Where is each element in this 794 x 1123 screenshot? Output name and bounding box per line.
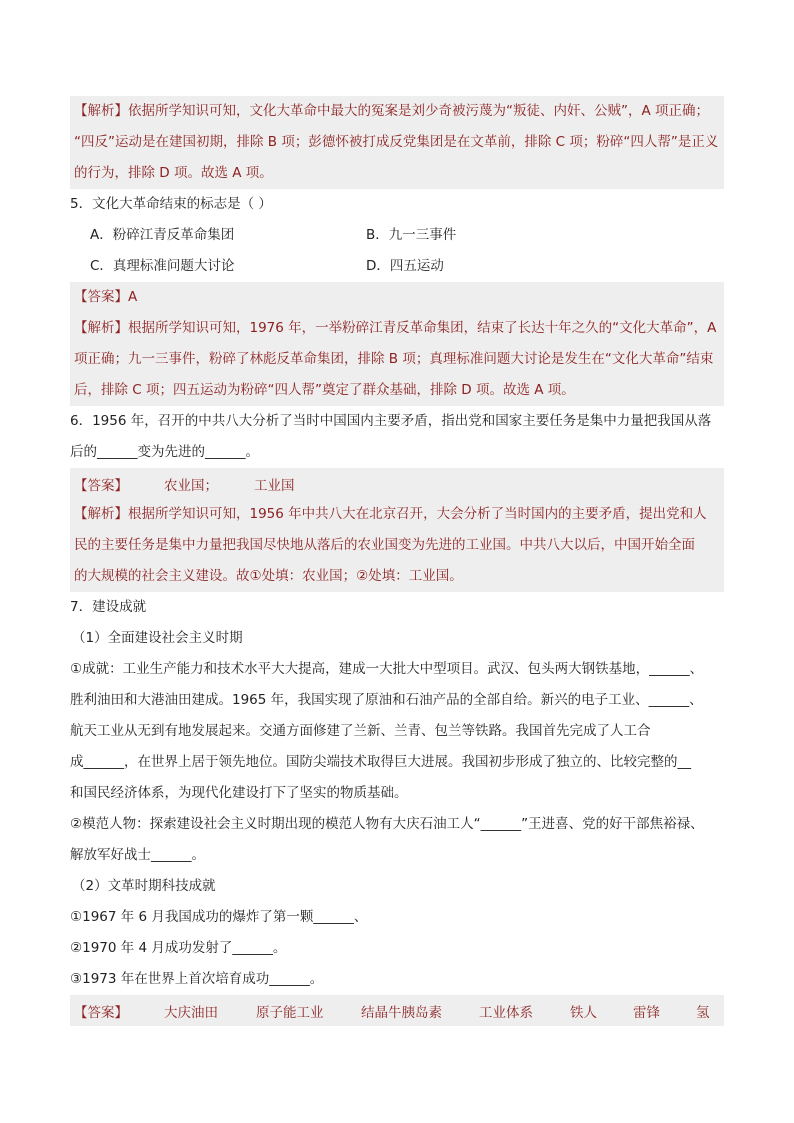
- q7-para-1-line-4: 成______，在世界上居于领先地位。国防尖端技术取得巨大进展。我国初步形成了独立的、比较完整的__: [70, 754, 691, 770]
- q6-stem-line-2: 后的______变为先进的______。: [70, 444, 259, 460]
- q5-options-row-1: [70, 220, 724, 251]
- q6-analysis-line-2: 民的主要任务是集中力量把我国尽快地从落后的农业国变为先进的工业国。中共八大以后，中国开始全面: [74, 537, 695, 553]
- q7-title: 7．建设成就: [70, 599, 147, 615]
- q6-answer-box: [70, 468, 724, 592]
- q6-answer-1: 农业国；: [164, 477, 218, 494]
- q7-subheading-2: （2）文革时期科技成就: [72, 878, 216, 894]
- q7-answer-7: 氢: [696, 1004, 710, 1021]
- q7-answer-row: [70, 995, 724, 1026]
- q7-answer-6: 雷锋: [633, 1004, 660, 1021]
- q4-analysis-line-2: “四反”运动是在建国初期，排除 B 项；彭德怀被打成反党集团是在文革前，排除 C 项；粉碎“四人帮”是正义: [74, 134, 719, 150]
- q7-answer-1: 大庆油田: [164, 1004, 218, 1021]
- q7-answer-5: 铁人: [570, 1004, 597, 1021]
- q5-option-b: B．九一三事件: [366, 227, 457, 243]
- q5-option-c: C．真理标准问题大讨论: [90, 258, 235, 274]
- q6-analysis-line-3: 的大规模的社会主义建设。故①处填：农业国；②处填：工业国。: [74, 568, 463, 584]
- q6-answer-row: [70, 468, 724, 499]
- q7-sub2-line-3: ③1973 年在世界上首次培育成功______。: [70, 971, 324, 987]
- q7-answer-label: 【答案】: [74, 1004, 128, 1021]
- q7-subheading-1: （1）全面建设社会主义时期: [72, 630, 243, 646]
- q5-answer: 【答案】A: [74, 289, 138, 305]
- document-page: [70, 96, 724, 1026]
- q5-option-a: A．粉碎江青反革命集团: [90, 227, 235, 243]
- q5-analysis-line-2: 项正确；九一三事件，粉碎了林彪反革命集团，排除 B 项；真理标准问题大讨论是发生在“文化大革命”结束: [74, 351, 714, 367]
- q7-para-1-line-1: ①成就：工业生产能力和技术水平大大提高，建成一大批大中型项目。武汉、包头两大钢铁基地，______、: [70, 661, 704, 677]
- q7-answer-2: 原子能工业: [256, 1004, 324, 1021]
- q6-answer-2: 工业国: [254, 477, 295, 494]
- q7-para-2-line-1: ②模范人物：探索建设社会主义时期出现的模范人物有大庆石油工人“______”王进喜、党的好干部焦裕禄、: [70, 816, 704, 832]
- q6-analysis-line-1: 【解析】根据所学知识可知，1956 年中共八大在北京召开，大会分析了当时国内的主要矛盾，提出党和人: [74, 506, 707, 522]
- q7-para-1-line-2: 胜利油田和大港油田建成。1965 年，我国实现了原油和石油产品的全部自给。新兴的电子工业、______、: [70, 692, 703, 708]
- q5-options-row-2: [70, 251, 724, 282]
- q7-para-1-line-5: 和国民经济体系，为现代化建设打下了坚实的物质基础。: [70, 785, 408, 801]
- q7-sub2-line-2: ②1970 年 4 月成功发射了______。: [70, 940, 287, 956]
- q4-analysis-line-3: 的行为，排除 D 项。故选 A 项。: [74, 165, 273, 181]
- q6-answer-label: 【答案】: [74, 477, 128, 494]
- q4-analysis-line-1: 【解析】依据所学知识可知，文化大革命中最大的冤案是刘少奇被污蔑为“叛徒、内奸、公贼”，A 项正确；: [74, 103, 710, 119]
- q7-para-2-line-2: 解放军好战士______。: [70, 847, 205, 863]
- q7-answer-3: 结晶牛胰岛素: [361, 1004, 442, 1021]
- q5-analysis-line-1: 【解析】根据所学知识可知，1976 年，一举粉碎江青反革命集团，结束了长达十年之久的“文化大革命”，A: [74, 320, 717, 336]
- q4-analysis-box: [70, 96, 724, 189]
- q7-sub2-line-1: ①1967 年 6 月我国成功的爆炸了第一颗______、: [70, 909, 368, 925]
- q7-answer-box: [70, 995, 724, 1026]
- q5-option-d: D．四五运动: [366, 258, 444, 274]
- q6-stem-line-1: 6．1956 年，召开的中共八大分析了当时中国国内主要矛盾，指出党和国家主要任务是集中力量把我国从落: [70, 413, 712, 429]
- q5-stem: 5．文化大革命结束的标志是（ ）: [70, 196, 272, 212]
- q7-answer-4: 工业体系: [479, 1004, 533, 1021]
- q5-answer-box: [70, 282, 724, 406]
- q5-analysis-line-3: 后，排除 C 项；四五运动为粉碎“四人帮”奠定了群众基础，排除 D 项。故选 A 项。: [74, 382, 575, 398]
- q7-para-1-line-3: 航天工业从无到有地发展起来。交通方面修建了兰新、兰青、包兰等铁路。我国首先完成了人工合: [70, 723, 651, 739]
